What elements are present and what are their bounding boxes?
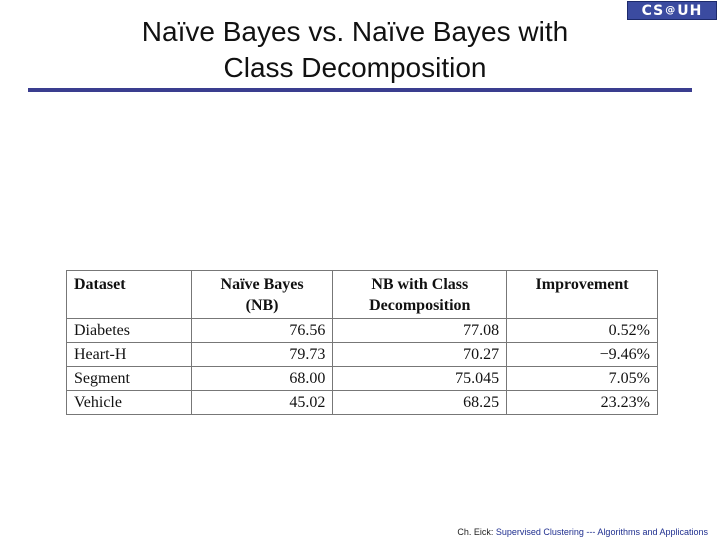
cell-improvement: 7.05% [507, 367, 658, 391]
header-nb-class-decomposition [333, 271, 507, 319]
footer-author: Ch. Eick: [457, 527, 496, 537]
title-divider [28, 88, 692, 92]
cell-improvement: −9.46% [507, 343, 658, 367]
cell-improvement: 0.52% [507, 319, 658, 343]
cell-nbcd: 75.045 [333, 367, 507, 391]
cell-nbcd: 68.25 [333, 391, 507, 415]
cell-nb: 76.56 [191, 319, 333, 343]
header-dataset: Dataset [67, 271, 192, 319]
cell-dataset: Diabetes [67, 319, 192, 343]
cell-dataset: Segment [67, 367, 192, 391]
slide-footer [457, 527, 708, 537]
results-table [66, 270, 658, 415]
header-nbcd-line-1: NB with Class [371, 276, 469, 293]
logo-at-text: @ [665, 5, 677, 16]
header-improvement: Improvement [507, 271, 658, 319]
header-nbcd-line-2: Decomposition [369, 297, 471, 314]
cell-nb: 79.73 [191, 343, 333, 367]
cs-uh-logo [627, 1, 717, 20]
table-row [67, 319, 658, 343]
header-naive-bayes-line-1: Naïve Bayes [220, 276, 304, 293]
logo-cs-text: CS [641, 2, 665, 19]
logo-uh-text: UH [677, 2, 703, 19]
slide-title-line-1: Naïve Bayes vs. Naïve Bayes with [141, 16, 569, 47]
footer-topic: Supervised Clustering --- Algorithms and Applications [495, 527, 708, 537]
table-row [67, 391, 658, 415]
slide-title [60, 14, 650, 86]
header-naive-bayes-line-2: (NB) [245, 297, 279, 314]
table-row [67, 343, 658, 367]
cell-dataset: Heart-H [67, 343, 192, 367]
cell-nbcd: 77.08 [333, 319, 507, 343]
cell-nb: 68.00 [191, 367, 333, 391]
table-row [67, 367, 658, 391]
cell-dataset: Vehicle [67, 391, 192, 415]
slide-title-line-2: Class Decomposition [223, 52, 487, 83]
cell-nb: 45.02 [191, 391, 333, 415]
header-naive-bayes [191, 271, 333, 319]
cell-nbcd: 70.27 [333, 343, 507, 367]
header-row [67, 271, 658, 319]
cell-improvement: 23.23% [507, 391, 658, 415]
